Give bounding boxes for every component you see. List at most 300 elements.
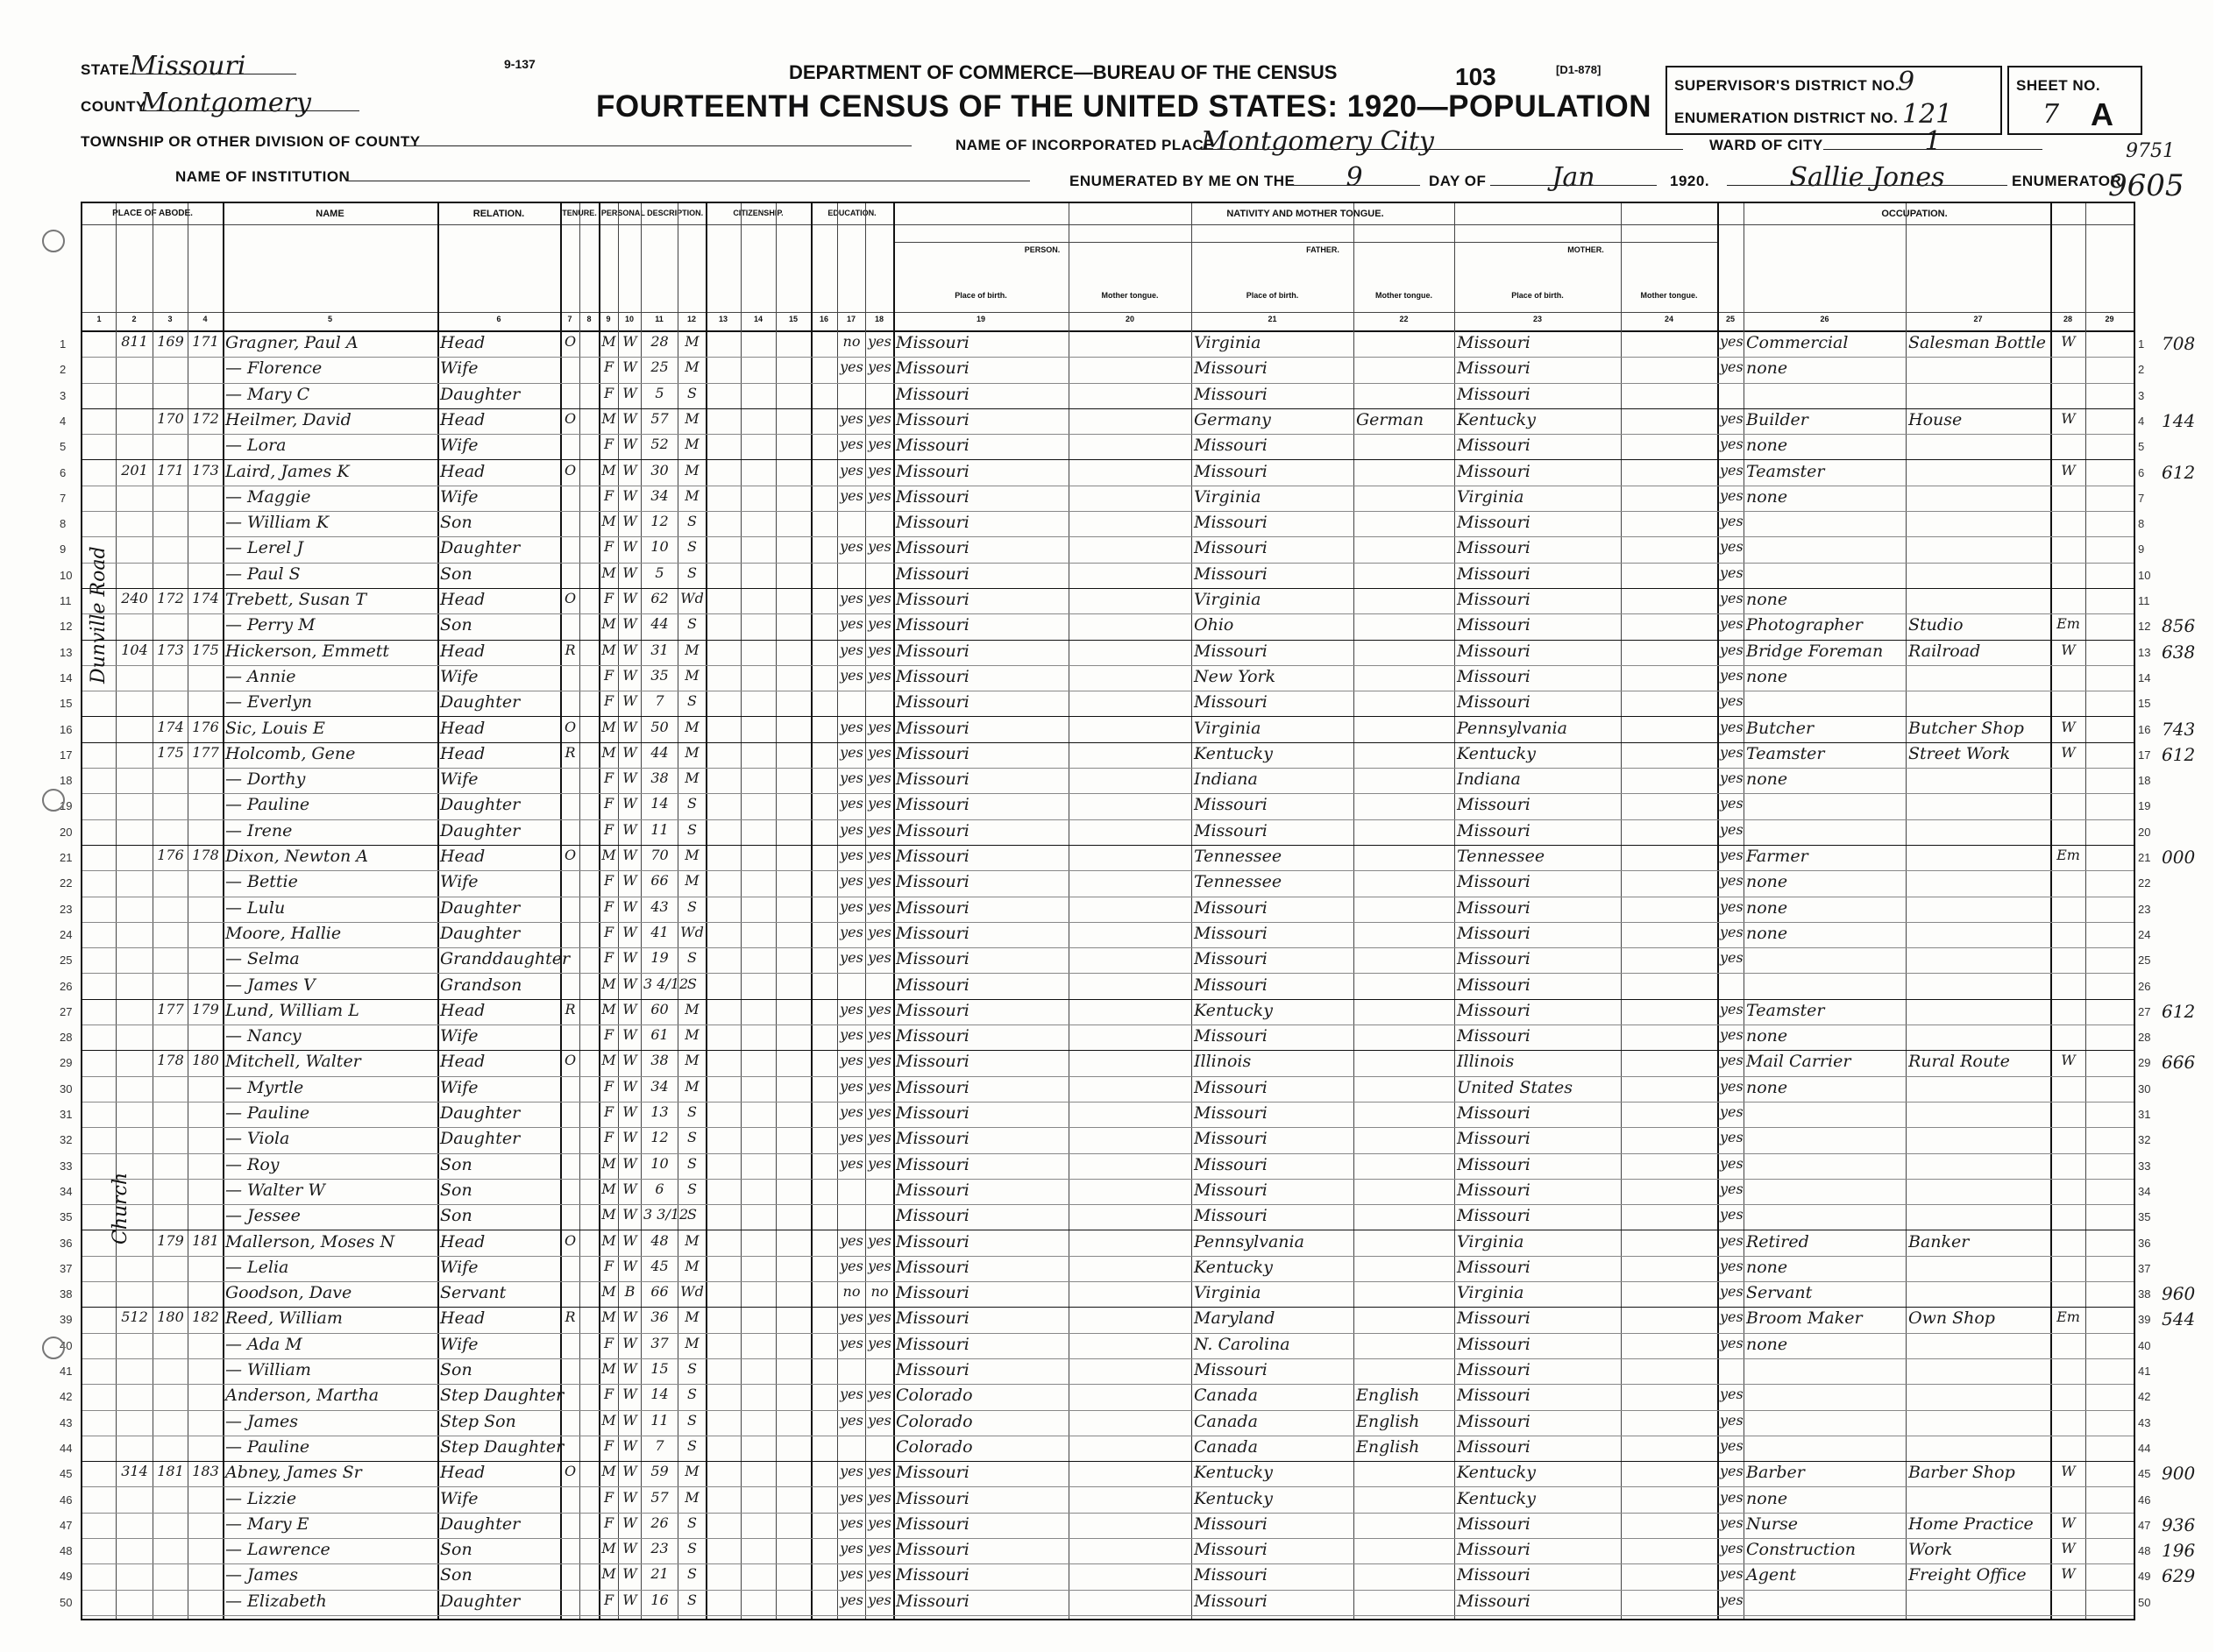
cell-race: W bbox=[622, 692, 637, 710]
cell-mpob: Missouri bbox=[1457, 358, 1531, 379]
cell-ind bbox=[1908, 1078, 2049, 1101]
census-table bbox=[60, 202, 2196, 1620]
cell-ten bbox=[563, 487, 578, 510]
cell-fam bbox=[190, 513, 221, 535]
cell-name: Anderson, Martha bbox=[225, 1386, 380, 1406]
cell-emp bbox=[2053, 385, 2084, 408]
cell-name: Laird, James K bbox=[225, 461, 350, 481]
cell-race: W bbox=[622, 538, 637, 556]
cell-emp bbox=[2053, 1283, 2084, 1306]
cell-fpob: Maryland bbox=[1194, 1308, 1275, 1329]
cell-read: yes bbox=[840, 743, 863, 761]
cell-eng: yes bbox=[1720, 1565, 1744, 1583]
cell-eng: yes bbox=[1720, 1540, 1744, 1557]
cell-mpob: Virginia bbox=[1457, 1231, 1524, 1251]
cell-read: yes bbox=[840, 486, 863, 504]
cell-write: yes bbox=[868, 409, 891, 427]
cell-occ: none bbox=[1746, 769, 1788, 790]
cell-write: yes bbox=[868, 743, 891, 761]
cell-read: yes bbox=[840, 641, 863, 658]
occupation-code: 612 bbox=[2162, 1000, 2196, 1022]
cell-sex: F bbox=[603, 666, 614, 684]
cell-name: Heilmer, David bbox=[225, 409, 352, 429]
cell-occ: Teamster bbox=[1746, 461, 1825, 481]
line-number: 2 bbox=[60, 363, 67, 377]
cell-eng: yes bbox=[1720, 1000, 1744, 1017]
cell-race: W bbox=[622, 486, 637, 504]
table-row bbox=[60, 1153, 2151, 1180]
cell-read: yes bbox=[840, 1565, 863, 1583]
cell-eng: yes bbox=[1720, 1206, 1744, 1223]
cell-mar: M bbox=[685, 1231, 700, 1249]
cell-rel: Daughter bbox=[440, 692, 521, 713]
cell-write: yes bbox=[868, 1463, 891, 1480]
cell-house bbox=[118, 1489, 151, 1512]
cell-write: yes bbox=[868, 769, 891, 787]
line-number: 35 bbox=[60, 1210, 73, 1224]
table-row bbox=[60, 1590, 2151, 1616]
cell-mar: M bbox=[685, 1000, 700, 1017]
occupation-code bbox=[2162, 872, 2223, 895]
occupation-code bbox=[2162, 898, 2223, 921]
cell-ten bbox=[563, 436, 578, 458]
cell-emp bbox=[2053, 692, 2084, 715]
line-number: 10 bbox=[60, 568, 73, 582]
cell-house: 201 bbox=[121, 461, 148, 479]
cell-pob: Missouri bbox=[896, 1129, 969, 1149]
cell-mpob: Missouri bbox=[1457, 590, 1531, 609]
cell-emp bbox=[2053, 924, 2084, 947]
cell-eng: yes bbox=[1720, 461, 1744, 479]
cell-read: yes bbox=[840, 1488, 863, 1506]
cell-eng: yes bbox=[1720, 1180, 1744, 1197]
cell-occ bbox=[1746, 1386, 1904, 1408]
table-row bbox=[60, 691, 2151, 717]
cell-eng: yes bbox=[1720, 486, 1744, 504]
form-code: [D1-878] bbox=[1556, 63, 1602, 76]
cell-eng: yes bbox=[1720, 872, 1744, 890]
cell-dwell bbox=[155, 1360, 186, 1383]
table-row bbox=[60, 870, 2151, 897]
cell-name: — James V bbox=[225, 975, 316, 995]
cell-rel: Granddaughter bbox=[440, 949, 571, 969]
cell-house bbox=[118, 898, 151, 921]
cell-mar: M bbox=[685, 1463, 700, 1480]
cell-age: 12 bbox=[650, 513, 669, 530]
cell-age: 66 bbox=[650, 872, 669, 890]
occupation-code bbox=[2162, 513, 2223, 535]
cell-rel: Head bbox=[440, 847, 486, 866]
cell-fpob: Missouri bbox=[1194, 923, 1268, 943]
cell-race: W bbox=[622, 436, 637, 453]
cell-ind: Butcher Shop bbox=[1908, 718, 2024, 738]
cell-dwell bbox=[155, 1565, 186, 1588]
cell-write bbox=[868, 975, 891, 998]
cell-emp bbox=[2053, 1026, 2084, 1049]
header-rule bbox=[82, 224, 2134, 225]
cell-emp bbox=[2053, 1155, 2084, 1178]
cell-race: W bbox=[622, 1077, 637, 1095]
header-place-of-birth: Place of birth. bbox=[1511, 291, 1564, 300]
cell-emp bbox=[2053, 821, 2084, 844]
cell-occ bbox=[1746, 821, 1904, 844]
cell-age: 25 bbox=[650, 358, 669, 376]
cell-name: Reed, William bbox=[225, 1308, 343, 1329]
cell-fpob: New York bbox=[1194, 666, 1276, 686]
line-number-right: 13 bbox=[2138, 645, 2151, 659]
cell-mpob: Missouri bbox=[1457, 615, 1531, 635]
cell-dwell bbox=[155, 667, 186, 690]
line-number-right: 10 bbox=[2138, 568, 2151, 582]
line-number-right: 19 bbox=[2138, 799, 2151, 813]
cell-street bbox=[85, 1540, 114, 1563]
cell-mar: S bbox=[687, 1565, 697, 1583]
table-row bbox=[60, 999, 2196, 1025]
cell-house bbox=[118, 358, 151, 381]
cell-ten bbox=[563, 769, 578, 792]
cell-fam bbox=[190, 1489, 221, 1512]
cell-read: yes bbox=[840, 1026, 863, 1044]
line-number: 23 bbox=[60, 902, 73, 916]
cell-sex: M bbox=[601, 409, 616, 427]
cell-read: yes bbox=[840, 1514, 863, 1531]
cell-occ: Servant bbox=[1746, 1283, 1813, 1303]
cell-mar: M bbox=[685, 436, 700, 453]
cell-occ: none bbox=[1746, 590, 1788, 609]
cell-sex: F bbox=[603, 1129, 614, 1146]
cell-race: W bbox=[622, 384, 637, 401]
cell-rel: Head bbox=[440, 718, 486, 738]
cell-race: W bbox=[622, 743, 637, 761]
cell-mpob: Missouri bbox=[1457, 513, 1531, 533]
line-number: 12 bbox=[60, 620, 73, 634]
cell-occ: Agent bbox=[1746, 1565, 1796, 1585]
line-number-right: 23 bbox=[2138, 902, 2151, 916]
cell-name: — Lizzie bbox=[225, 1488, 297, 1508]
cell-fam: 176 bbox=[192, 718, 219, 735]
line-number-right: 27 bbox=[2138, 1004, 2151, 1018]
cell-fpob: Missouri bbox=[1194, 436, 1268, 456]
line-number-right: 42 bbox=[2138, 1390, 2151, 1404]
occupation-code: 000 bbox=[2162, 847, 2196, 868]
cell-fpob: Virginia bbox=[1194, 333, 1261, 352]
cell-dwell: 172 bbox=[157, 590, 184, 606]
cell-dwell bbox=[155, 1540, 186, 1563]
cell-write: yes bbox=[868, 1026, 891, 1044]
cell-read: yes bbox=[840, 615, 863, 633]
sheet-label: SHEET NO. bbox=[2016, 77, 2101, 94]
cell-street bbox=[85, 898, 114, 921]
cell-dwell bbox=[155, 513, 186, 535]
header-occupation: OCCUPATION. bbox=[1881, 209, 1948, 219]
cell-pob: Missouri bbox=[896, 1052, 969, 1072]
cell-write: yes bbox=[868, 1257, 891, 1274]
cell-eng: yes bbox=[1720, 923, 1744, 940]
occupation-code bbox=[2162, 769, 2223, 792]
cell-eng: yes bbox=[1720, 590, 1744, 606]
cell-age: 70 bbox=[650, 847, 669, 863]
cell-fam bbox=[190, 795, 221, 818]
cell-dwell: 173 bbox=[157, 641, 184, 658]
cell-write: yes bbox=[868, 820, 891, 838]
cell-age: 7 bbox=[655, 692, 664, 710]
cell-eng: yes bbox=[1720, 795, 1744, 812]
cell-ten: R bbox=[565, 743, 576, 761]
line-number: 3 bbox=[60, 388, 67, 402]
cell-fam bbox=[190, 1386, 221, 1408]
cell-mpob: Missouri bbox=[1457, 1386, 1531, 1406]
line-number-right: 21 bbox=[2138, 851, 2151, 864]
cell-street bbox=[85, 1565, 114, 1588]
cell-occ: Construction bbox=[1746, 1540, 1856, 1560]
cell-read: yes bbox=[840, 897, 863, 915]
cell-age: 12 bbox=[650, 1129, 669, 1146]
cell-dwell: 181 bbox=[157, 1463, 184, 1480]
occupation-code bbox=[2162, 1335, 2223, 1358]
cell-write: yes bbox=[868, 1514, 891, 1531]
cell-write: yes bbox=[868, 1565, 891, 1583]
cell-occ: Nurse bbox=[1746, 1514, 1798, 1534]
cell-rel: Head bbox=[440, 1231, 486, 1251]
occupation-code bbox=[2162, 564, 2223, 587]
cell-ind bbox=[1908, 487, 2049, 510]
cell-pob: Missouri bbox=[896, 1026, 969, 1046]
header-citizenship: CITIZENSHIP. bbox=[733, 209, 784, 217]
cell-mpob: Kentucky bbox=[1457, 409, 1536, 429]
line-number-right: 3 bbox=[2138, 388, 2145, 402]
cell-name: — Pauline bbox=[225, 1436, 310, 1457]
cell-eng bbox=[1720, 1360, 1742, 1383]
line-number: 15 bbox=[60, 697, 73, 711]
column-number: 13 bbox=[718, 315, 728, 323]
cell-pob: Colorado bbox=[896, 1411, 973, 1431]
cell-street bbox=[85, 1258, 114, 1280]
cell-name: — Nancy bbox=[225, 1026, 302, 1046]
cell-ind bbox=[1908, 1386, 2049, 1408]
cell-age: 19 bbox=[650, 949, 669, 967]
cell-fpob: Missouri bbox=[1194, 1077, 1268, 1097]
cell-fpob: Missouri bbox=[1194, 975, 1268, 995]
cell-house bbox=[118, 924, 151, 947]
cell-race: W bbox=[622, 1360, 637, 1377]
cell-emp bbox=[2053, 1258, 2084, 1280]
line-number: 42 bbox=[60, 1390, 73, 1404]
enumerator-label: ENUMERATOR. bbox=[2012, 173, 2127, 189]
cell-write: yes bbox=[868, 436, 891, 453]
cell-mpob: Missouri bbox=[1457, 1154, 1531, 1174]
cell-mar: S bbox=[687, 1436, 697, 1454]
header-nativity: NATIVITY AND MOTHER TONGUE. bbox=[1226, 209, 1384, 219]
occupation-code bbox=[2162, 1592, 2223, 1614]
cell-ind: Work bbox=[1908, 1540, 1953, 1560]
cell-mar: M bbox=[685, 743, 700, 761]
cell-ind bbox=[1908, 1001, 2049, 1024]
cell-age: 34 bbox=[650, 486, 669, 504]
cell-ind bbox=[1908, 1412, 2049, 1435]
cell-pob: Missouri bbox=[896, 590, 969, 609]
cell-occ bbox=[1746, 1103, 1904, 1126]
cell-read: yes bbox=[840, 1154, 863, 1172]
page-stamp: 103 bbox=[1455, 63, 1496, 90]
cell-mar: Wd bbox=[680, 1283, 704, 1301]
cell-emp: W bbox=[2061, 333, 2076, 350]
cell-sex: F bbox=[603, 820, 614, 838]
cell-dwell: 180 bbox=[157, 1308, 184, 1326]
cell-age: 5 bbox=[655, 564, 664, 581]
cell-mpob: Missouri bbox=[1457, 384, 1531, 404]
cell-street bbox=[85, 744, 114, 767]
cell-mar: S bbox=[687, 949, 697, 967]
cell-eng: yes bbox=[1720, 1334, 1744, 1351]
cell-write: yes bbox=[868, 923, 891, 940]
cell-dwell: 171 bbox=[157, 461, 184, 479]
cell-emp bbox=[2053, 1129, 2084, 1152]
cell-dwell bbox=[155, 615, 186, 638]
line-number-right: 34 bbox=[2138, 1184, 2151, 1198]
cell-house bbox=[118, 719, 151, 741]
cell-sex: M bbox=[601, 1308, 616, 1326]
cell-rel: Son bbox=[440, 1206, 472, 1226]
cell-emp bbox=[2053, 769, 2084, 792]
column-number: 2 bbox=[131, 315, 137, 323]
cell-write bbox=[868, 1206, 891, 1229]
table-row bbox=[60, 1513, 2196, 1539]
cell-name: — Jessee bbox=[225, 1206, 301, 1226]
cell-name: — Lawrence bbox=[225, 1540, 330, 1560]
cell-write: yes bbox=[868, 358, 891, 376]
cell-house bbox=[118, 1386, 151, 1408]
cell-eng: yes bbox=[1720, 615, 1744, 633]
cell-name: — Everlyn bbox=[225, 692, 313, 713]
cell-pob: Missouri bbox=[896, 538, 969, 558]
cell-pob: Missouri bbox=[896, 1206, 969, 1226]
cell-rel: Daughter bbox=[440, 897, 521, 918]
cell-dwell: 177 bbox=[157, 1000, 184, 1017]
cell-fpob: Pennsylvania bbox=[1194, 1231, 1304, 1251]
cell-write: yes bbox=[868, 333, 891, 350]
cell-emp bbox=[2053, 1001, 2084, 1024]
cell-rel: Head bbox=[440, 333, 486, 352]
cell-race: W bbox=[622, 1463, 637, 1480]
cell-age: 57 bbox=[650, 409, 669, 427]
cell-street bbox=[85, 1335, 114, 1358]
column-number: 16 bbox=[819, 315, 828, 323]
cell-ten: R bbox=[565, 1000, 576, 1017]
cell-dwell bbox=[155, 1181, 186, 1203]
cell-occ bbox=[1746, 795, 1904, 818]
cell-age: 50 bbox=[650, 718, 669, 735]
cell-occ: Teamster bbox=[1746, 1000, 1825, 1020]
cell-mar: S bbox=[687, 795, 697, 812]
cell-rel: Son bbox=[440, 1565, 472, 1585]
cell-ten: O bbox=[564, 461, 577, 479]
line-number-right: 35 bbox=[2138, 1210, 2151, 1224]
cell-ind bbox=[1908, 1206, 2049, 1229]
column-number: 10 bbox=[624, 315, 634, 323]
table-row bbox=[60, 1384, 2151, 1410]
cell-name: — Irene bbox=[225, 820, 293, 840]
cell-emp bbox=[2053, 1103, 2084, 1126]
line-number-right: 33 bbox=[2138, 1159, 2151, 1173]
line-number-right: 2 bbox=[2138, 363, 2145, 377]
line-number: 16 bbox=[60, 722, 73, 736]
cell-mar: S bbox=[687, 1206, 697, 1223]
cell-dwell bbox=[155, 821, 186, 844]
cell-age: 38 bbox=[650, 1052, 669, 1069]
cell-pob: Missouri bbox=[896, 743, 969, 763]
cell-ten bbox=[563, 1386, 578, 1408]
cell-race: W bbox=[622, 949, 637, 967]
cell-dwell bbox=[155, 795, 186, 818]
cell-name: — William K bbox=[225, 513, 330, 533]
table-row bbox=[60, 1538, 2196, 1564]
cell-age: 5 bbox=[655, 384, 664, 401]
line-number-right: 17 bbox=[2138, 748, 2151, 762]
cell-rel: Son bbox=[440, 1540, 472, 1560]
cell-emp bbox=[2053, 1592, 2084, 1614]
cell-street bbox=[85, 436, 114, 458]
cell-house bbox=[118, 1078, 151, 1101]
cell-sex: M bbox=[601, 615, 616, 633]
cell-pob: Missouri bbox=[896, 358, 969, 379]
cell-street bbox=[85, 949, 114, 972]
cell-pob: Missouri bbox=[896, 615, 969, 635]
cell-write: yes bbox=[868, 461, 891, 479]
cell-race: W bbox=[622, 1488, 637, 1506]
enumerated-month: Jan bbox=[1490, 162, 1657, 186]
cell-write: yes bbox=[868, 795, 891, 812]
cell-fam bbox=[190, 1412, 221, 1435]
cell-write: yes bbox=[868, 1411, 891, 1429]
cell-ind: Railroad bbox=[1908, 641, 1981, 661]
cell-occ: none bbox=[1746, 436, 1788, 456]
cell-fam: 173 bbox=[192, 461, 219, 479]
cell-emp: W bbox=[2061, 1052, 2076, 1069]
cell-fpob: Illinois bbox=[1194, 1052, 1252, 1072]
cell-ten bbox=[563, 795, 578, 818]
institution-value bbox=[346, 158, 1030, 181]
cell-rel: Wife bbox=[440, 769, 479, 790]
column-number: 5 bbox=[327, 315, 332, 323]
cell-name: — Mary E bbox=[225, 1514, 309, 1534]
cell-fpob: Missouri bbox=[1194, 949, 1268, 969]
cell-race: W bbox=[622, 847, 637, 863]
cell-occ bbox=[1746, 1155, 1904, 1178]
header-person: PERSON. bbox=[1024, 245, 1061, 254]
cell-read bbox=[840, 1206, 863, 1229]
cell-sex: M bbox=[601, 1206, 616, 1223]
cell-occ bbox=[1746, 949, 1904, 972]
cell-street bbox=[85, 1412, 114, 1435]
cell-ten bbox=[563, 1540, 578, 1563]
cell-race: W bbox=[622, 820, 637, 838]
line-number: 9 bbox=[60, 542, 67, 557]
cell-pob: Missouri bbox=[896, 1360, 969, 1379]
cell-fam: 174 bbox=[192, 590, 219, 606]
cell-mpob: Missouri bbox=[1457, 1514, 1531, 1534]
cell-sex: M bbox=[601, 641, 616, 658]
cell-fpob: Canada bbox=[1194, 1386, 1258, 1406]
cell-mpob: Missouri bbox=[1457, 1129, 1531, 1149]
cell-dwell bbox=[155, 769, 186, 792]
table-row bbox=[60, 486, 2145, 512]
line-number: 40 bbox=[60, 1338, 73, 1352]
cell-ind: Own Shop bbox=[1908, 1308, 1995, 1329]
cell-eng: yes bbox=[1720, 718, 1744, 735]
cell-race: W bbox=[622, 1000, 637, 1017]
cell-name: — Walter W bbox=[225, 1180, 325, 1200]
line-number-right: 28 bbox=[2138, 1031, 2151, 1045]
